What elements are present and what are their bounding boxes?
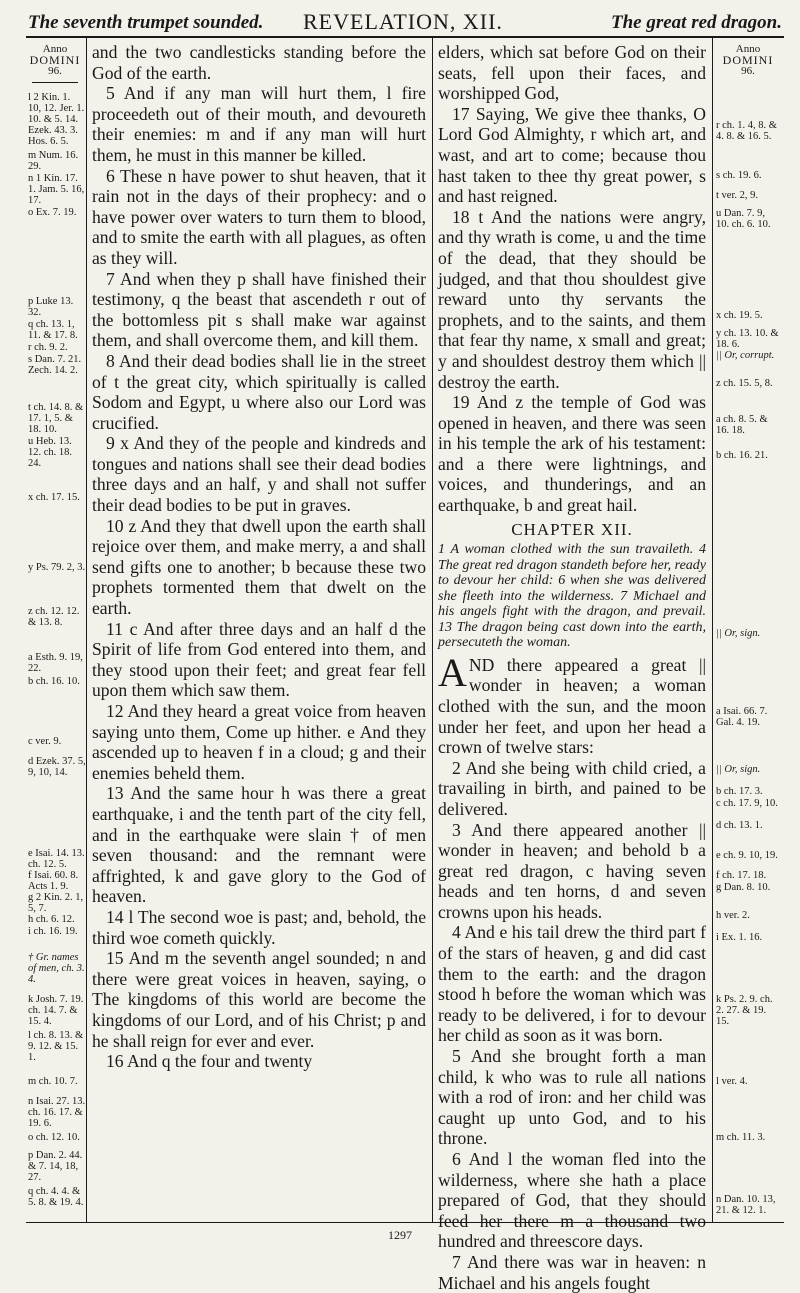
margin-note: n Isai. 27. 13. ch. 16. 17. & 19. 6.	[28, 1096, 86, 1129]
right-margin-notes	[714, 42, 784, 1220]
margin-note: h ch. 6. 12.	[28, 914, 75, 925]
verse: 5 And if any man will hurt them, l fire proceedeth out of their mouth, and devoureth their enemies: m and if any man will hurt them, he must in this manner be killed.	[92, 83, 426, 165]
margin-note: y ch. 13. 10. & 18. 6.	[716, 328, 779, 350]
margin-note: t ch. 14. 8. & 17. 1, 5. & 18. 10.	[28, 402, 84, 435]
header-left-title: The seventh trumpet sounded.	[28, 12, 264, 33]
verse: 12 And they heard a great voice from heaven saying unto them, Come up hither. e And they ascended up to heaven f in a cloud; g and their enemies beheld them.	[92, 701, 426, 783]
margin-note: x ch. 19. 5.	[716, 310, 763, 321]
margin-note: k Josh. 7. 19. ch. 14. 7. & 15. 4.	[28, 994, 84, 1027]
margin-note: † Gr. names of men, ch. 3. 4.	[28, 952, 85, 985]
margin-note: || Or, sign.	[716, 628, 761, 639]
center-column-rule	[432, 38, 433, 1222]
margin-note: l ch. 8. 13. & 9. 12. & 15. 1.	[28, 1030, 84, 1063]
margin-note: e ch. 9. 10, 19.	[716, 850, 778, 861]
verse: 16 And q the four and twenty	[106, 1051, 313, 1072]
left-margin-notes	[26, 42, 86, 1220]
anno-domini-right	[714, 44, 782, 77]
margin-note: a Isai. 66. 7. Gal. 4. 19.	[716, 706, 768, 728]
anno-label: Anno	[42, 43, 68, 55]
verse: 18 t And the nations were angry, and thy wrath is come, u and the time of the dead, that they should be judged, and that thou shouldest give reward unto thy servants the prophets, and to the saints, and them that fear thy name, x small and great; y and shouldest destroy them which || destroy the earth.	[438, 206, 706, 392]
right-margin-rule	[712, 38, 713, 1222]
anno-domini-left	[26, 44, 84, 77]
margin-note: h ver. 2.	[716, 910, 750, 921]
verse: 6 These n have power to shut heaven, that it rain not in the days of their prophecy: and o have power over waters to turn them to blood, and to smite the earth with all plagues, as often as they will.	[92, 165, 426, 268]
margin-note: c ver. 9.	[28, 736, 62, 747]
margin-note: k Ps. 2. 9. ch. 2. 27. & 19. 15.	[716, 994, 773, 1027]
verse: 7 And there was war in heaven: n Michael and his angels fought	[438, 1251, 706, 1293]
margin-note: r ch. 1. 4, 8. & 4. 8. & 16. 5.	[716, 120, 777, 142]
margin-note: l ver. 4.	[716, 1076, 748, 1087]
margin-note: s ch. 19. 6.	[716, 170, 762, 181]
anno-divider-left	[32, 82, 78, 83]
margin-note: d ch. 13. 1.	[716, 820, 763, 831]
left-margin-rule	[86, 38, 87, 1222]
anno-year: 96.	[741, 65, 755, 77]
verse: elders, which sat before God on their seats, fell upon their faces, and worshipped God,	[438, 42, 706, 104]
chapter-heading: CHAPTER XII.	[511, 519, 633, 539]
margin-note: z ch. 15. 5, 8.	[716, 378, 773, 389]
verse: 8 And their dead bodies shall lie in the street of t the great city, which spiritually is called Sodom and Egypt, u where also our Lord was crucified.	[92, 350, 426, 433]
chapter-summary: 1 A woman clothed with the sun travaileth. 4 The great red dragon standeth before her, ready to devour her child: 6 when she was delivered she fleeth into the wilderness. 7 Michael and his angels fight with the dragon, and prevail. 13 The dragon being cast down into the earth, persecuteth the woman.	[438, 542, 706, 651]
margin-note: || Or, corrupt.	[716, 350, 775, 361]
domini-label: DOMINI	[29, 53, 81, 67]
margin-note: b ch. 16. 21.	[716, 450, 768, 461]
margin-note: p Dan. 2. 44. & 7. 14, 18, 27.	[28, 1150, 83, 1183]
margin-note: b ch. 16. 10.	[28, 676, 80, 687]
verse: 15 And m the seventh angel sounded; n and there were great voices in heaven, saying, o The kingdoms of this world are become the kingdoms of our Lord, and of his Christ; p and he shall reign for ever and ever.	[92, 948, 426, 1051]
right-text-column	[438, 42, 706, 1293]
verse: 3 And there appeared another || wonder in heaven; and behold b a great red dragon, c having seven heads and ten horns, d and seven crowns upon his heads.	[438, 819, 706, 922]
margin-note: r ch. 9. 2.	[28, 342, 68, 353]
margin-note: c ch. 17. 9, 10.	[716, 798, 778, 809]
verse: 9 x And they of the people and kindreds and tongues and nations shall see their dead bodies three days and an half, y and shall not suffer their dead bodies to be put in graves.	[92, 433, 426, 516]
margin-note: u Heb. 13. 12. ch. 18. 24.	[28, 436, 73, 469]
left-text-column	[92, 42, 426, 1220]
anno-year: 96.	[48, 65, 62, 77]
margin-note: u Dan. 7. 9, 10. ch. 6. 10.	[716, 208, 771, 230]
margin-note: z ch. 12. 12. & 13. 8.	[28, 606, 80, 628]
margin-note: i Ex. 1. 16.	[716, 932, 763, 943]
margin-note: i ch. 16. 19.	[28, 926, 78, 937]
verse-first	[438, 649, 706, 758]
domini-label: DOMINI	[722, 53, 774, 67]
margin-note: m ch. 10. 7.	[28, 1076, 78, 1087]
margin-note: a Esth. 9. 19, 22.	[28, 652, 83, 674]
margin-note: y Ps. 79. 2, 3.	[28, 562, 86, 573]
header-rule	[26, 36, 784, 38]
margin-note: e Isai. 14. 13. ch. 12. 5.	[28, 848, 85, 870]
margin-note: o ch. 12. 10.	[28, 1132, 80, 1143]
margin-note: q ch. 4. 4. & 5. 8. & 19. 4.	[28, 1186, 84, 1208]
verse: 17 Saying, We give thee thanks, O Lord God Almighty, r which art, and wast, and art to come; because thou hast taken to thee thy great power, s and hast reigned.	[438, 103, 706, 207]
verse: 10 z And they that dwell upon the earth shall rejoice over them, and make merry, a and shall send gifts one to another; b because these two prophets tormented them that dwelt on the earth.	[92, 515, 426, 619]
margin-note: n Dan. 10. 13, 21. & 12. 1.	[716, 1194, 776, 1216]
margin-note: q ch. 13. 1, 11. & 17. 8.	[28, 319, 78, 341]
verse: 4 And e his tail drew the third part f of the stars of heaven, g and did cast them to the earth: and the dragon stood h before the woman which was ready to be delivered, i for to devour her child as soon as it was born.	[438, 922, 706, 1046]
margin-note: g 2 Kin. 2. 1, 5, 7.	[28, 892, 84, 914]
verse: 11 c And after three days and an half d the Spirit of life from God entered into them, and they stood upon their feet; and great fear fell upon them which saw them.	[92, 618, 426, 701]
header-right-title: The great red dragon.	[611, 12, 782, 33]
margin-note: || Or, sign.	[716, 764, 761, 775]
verse: 6 And l the woman fled into the wilderness, where she hath a place prepared of God, that they should feed her there m a thousand two hundred and threescore days.	[438, 1149, 706, 1252]
margin-note: s Dan. 7. 21. Zech. 14. 2.	[28, 354, 82, 376]
drop-cap: A	[438, 649, 467, 695]
margin-note: d Ezek. 37. 5, 9, 10, 14.	[28, 756, 86, 778]
margin-note: g Dan. 8. 10.	[716, 882, 771, 893]
header-book-title: REVELATION, XII.	[303, 9, 503, 34]
margin-note: n 1 Kin. 17. 1. Jam. 5. 16, 17.	[28, 173, 85, 206]
margin-note: m Num. 16. 29.	[28, 150, 79, 172]
verse: 7 And when they p shall have finished their testimony, q the beast that ascendeth r out of the bottomless pit s shall make war against them, and shall overcome them, and kill them.	[92, 268, 426, 351]
margin-note: l 2 Kin. 1. 10, 12. Jer. 1. 10. & 5. 14. Ezek. 43. 3. Hos. 6. 5.	[28, 92, 85, 147]
running-header	[28, 6, 782, 36]
margin-note: a ch. 8. 5. & 16. 18.	[716, 414, 768, 436]
margin-note: o Ex. 7. 19.	[28, 207, 77, 218]
margin-note: p Luke 13. 32.	[28, 296, 74, 318]
margin-note: m ch. 11. 3.	[716, 1132, 766, 1143]
margin-note: x ch. 17. 15.	[28, 492, 80, 503]
margin-note: t ver. 2, 9.	[716, 190, 758, 201]
verse: and the two candlesticks standing before the God of the earth.	[92, 42, 426, 83]
verse: 2 And she being with child cried, a travailing in birth, and pained to be delivered.	[438, 757, 706, 819]
first-verse-text: ND there appeared a great || wonder in heaven; a woman clothed with the sun, and the moon under her feet, and upon her head a crown of twelve stars:	[438, 654, 706, 758]
verse: 5 And she brought forth a man child, k who was to rule all nations with a rod of iron: and her child was caught up unto God, and to his throne.	[438, 1046, 706, 1149]
margin-note: f Isai. 60. 8. Acts 1. 9.	[28, 870, 79, 892]
page-number: 1297	[388, 1228, 412, 1242]
anno-label: Anno	[735, 43, 761, 55]
verse: 13 And the same hour h was there a great earthquake, i and the tenth part of the city fell, and in the earthquake were slain † of men seven thousand: and the remnant were affrighted, k and gave glory to the God of heaven.	[92, 783, 426, 907]
margin-note: b ch. 17. 3.	[716, 786, 763, 797]
margin-note: f ch. 17. 18.	[716, 870, 767, 881]
verse: 14 l The second woe is past; and, behold, the third woe cometh quickly.	[92, 906, 426, 948]
verse: 19 And z the temple of God was opened in heaven, and there was seen in his temple the ark of his testament: and a there were lightnings, and voices, and thunderings, and an earthquake, b and great hail.	[438, 392, 706, 516]
